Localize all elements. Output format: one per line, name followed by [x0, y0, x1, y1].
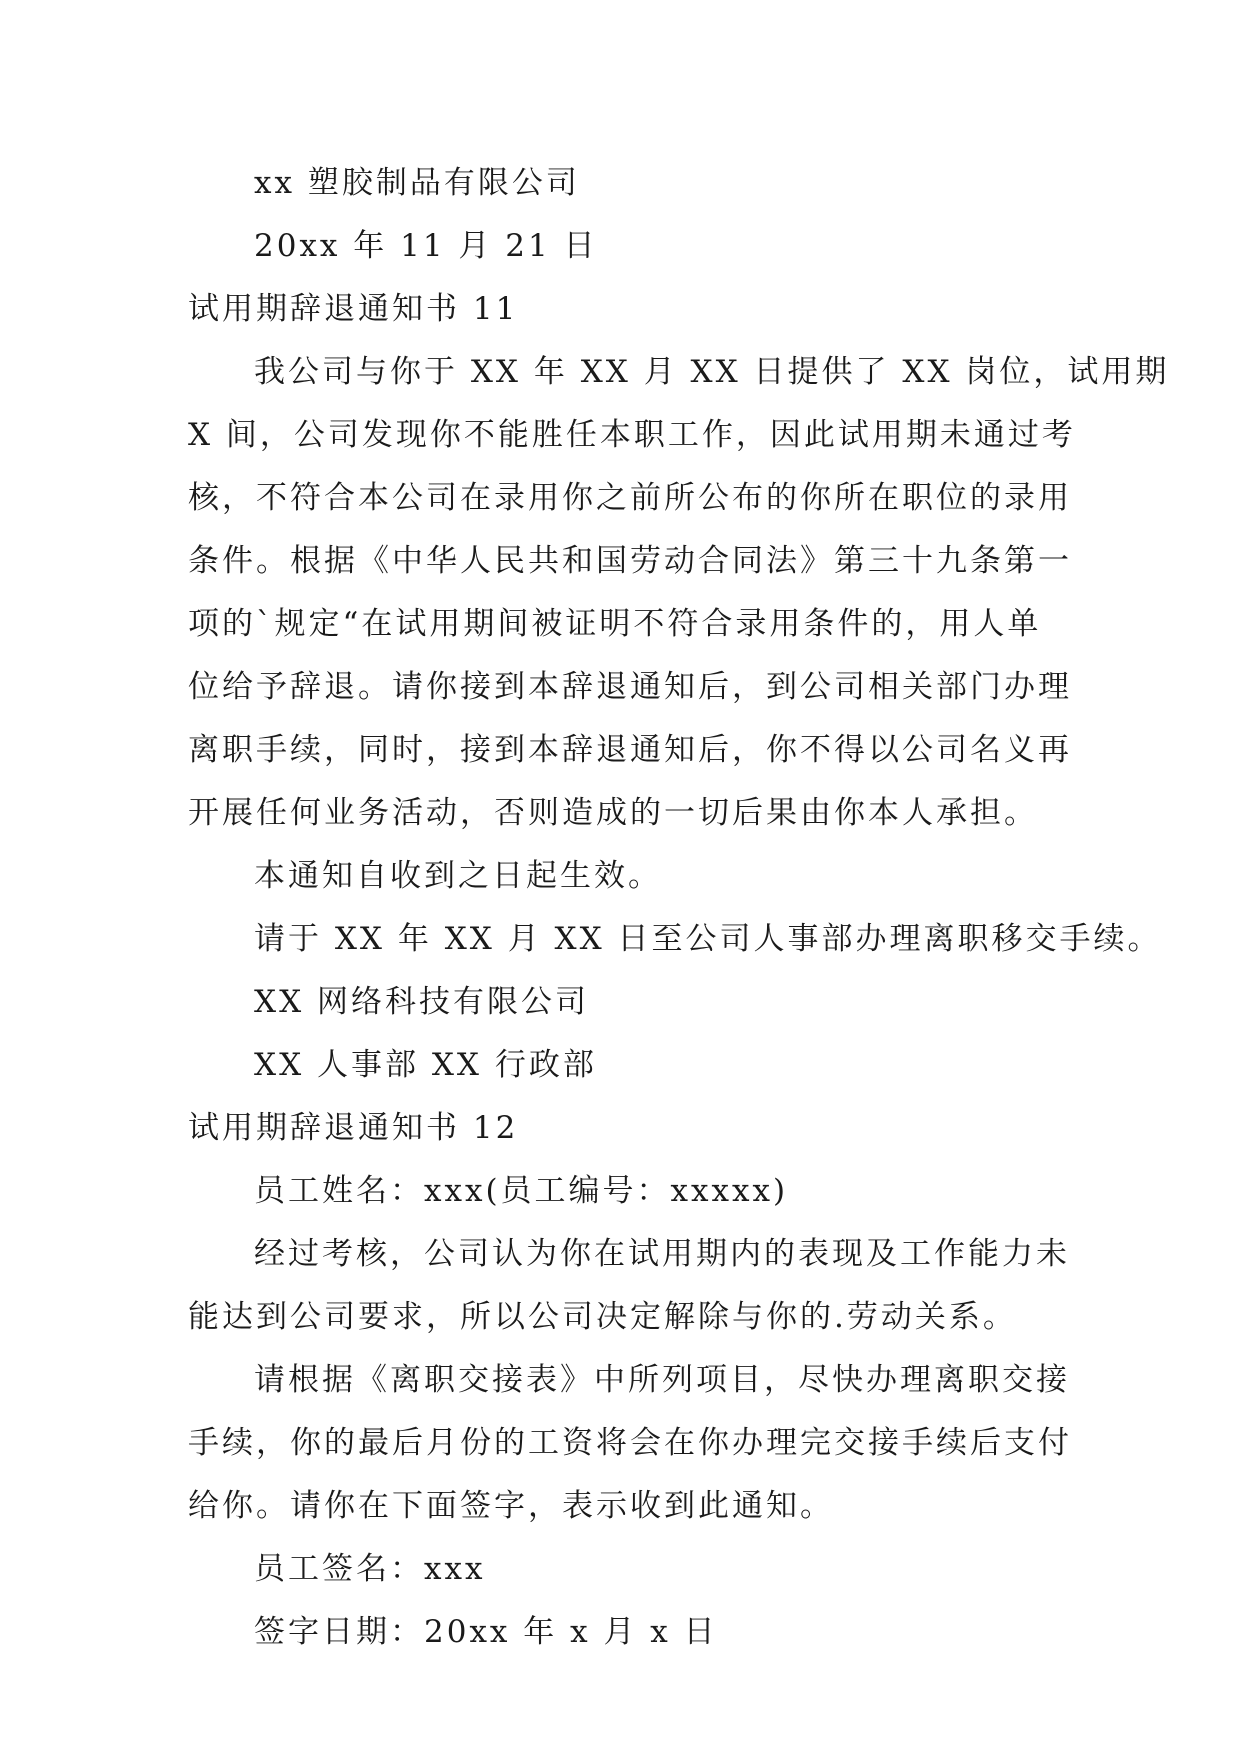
date-line: 20xx 年 11 月 21 日 [254, 228, 598, 264]
section-heading-11: 试用期辞退通知书 11 [188, 291, 519, 327]
body-paragraph-line: X 间，公司发现你不能胜任本职工作，因此试用期未通过考 [188, 417, 1076, 453]
body-paragraph-line: 能达到公司要求，所以公司决定解除与你的.劳动关系。 [188, 1299, 1017, 1335]
signature-date-line: 签字日期：20xx 年 x 月 x 日 [254, 1614, 718, 1650]
handover-instruction-line: 请于 XX 年 XX 月 XX 日至公司人事部办理离职移交手续。 [254, 921, 1162, 957]
section-heading-12: 试用期辞退通知书 12 [188, 1110, 519, 1146]
body-paragraph-line: 开展任何业务活动，否则造成的一切后果由你本人承担。 [188, 795, 1038, 831]
body-paragraph-line: 给你。请你在下面签字，表示收到此通知。 [188, 1488, 834, 1524]
company-name-line: xx 塑胶制品有限公司 [254, 165, 580, 201]
employee-signature-line: 员工签名：xxx [254, 1551, 486, 1587]
body-paragraph-line: 离职手续，同时，接到本辞退通知后，你不得以公司名义再 [188, 732, 1072, 768]
body-paragraph-line: 经过考核，公司认为你在试用期内的表现及工作能力未 [254, 1236, 1070, 1272]
body-paragraph-line: 条件。根据《中华人民共和国劳动合同法》第三十九条第一 [188, 543, 1072, 579]
body-paragraph-line: 手续，你的最后月份的工资将会在你办理完交接手续后支付 [188, 1425, 1072, 1461]
body-paragraph-line: 请根据《离职交接表》中所列项目，尽快办理离职交接 [254, 1362, 1070, 1398]
body-paragraph-line: 核，不符合本公司在录用你之前所公布的你所在职位的录用 [188, 480, 1072, 516]
effective-notice-line: 本通知自收到之日起生效。 [254, 858, 662, 894]
body-paragraph-line: 位给予辞退。请你接到本辞退通知后，到公司相关部门办理 [188, 669, 1072, 705]
company-signature-line: XX 网络科技有限公司 [254, 984, 589, 1020]
employee-name-line: 员工姓名：xxx(员工编号：xxxxx) [254, 1173, 789, 1209]
body-paragraph-line: 项的`规定“在试用期间被证明不符合录用条件的，用人单 [188, 606, 1042, 642]
department-signature-line: XX 人事部 XX 行政部 [254, 1047, 597, 1083]
body-paragraph-line: 我公司与你于 XX 年 XX 月 XX 日提供了 XX 岗位，试用期 [254, 354, 1170, 390]
